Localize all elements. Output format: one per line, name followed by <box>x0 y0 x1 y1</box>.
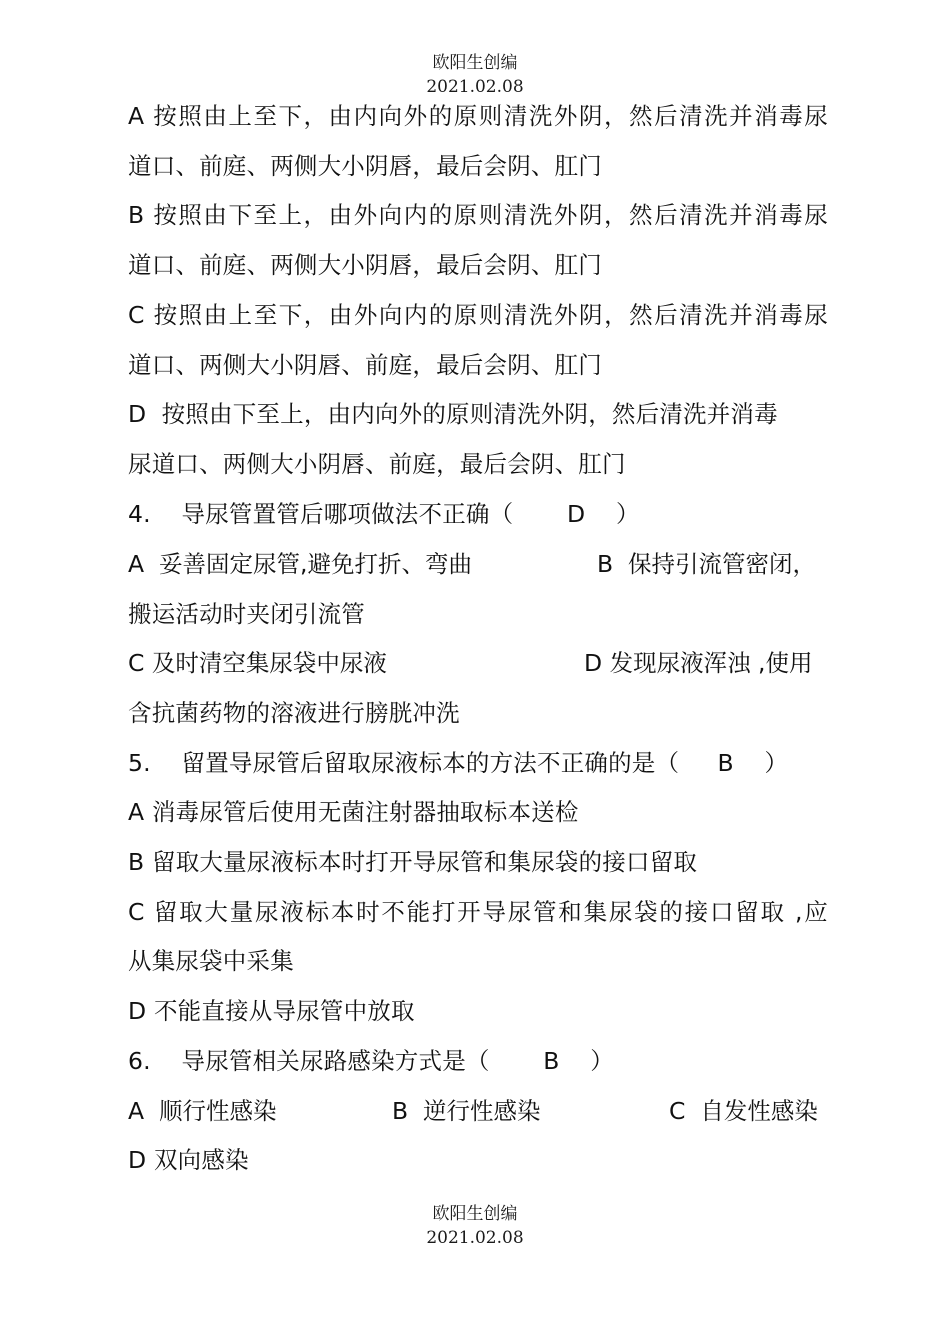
q3-option-b-line2: 道口、前庭、两侧大小阴唇，最后会阴、肛门 <box>128 251 602 279</box>
q3-option-b-line1: B 按照由下至上，由外向内的原则清洗外阴，然后清洗并消毒尿 <box>128 201 828 229</box>
q5-option-c-line2: 从集尿袋中采集 <box>128 947 294 975</box>
q5-option-a: A 消毒尿管后使用无菌注射器抽取标本送检 <box>128 798 579 826</box>
q5-option-c-line1: C 留取大量尿液标本时不能打开导尿管和集尿袋的接口留取 ,应 <box>128 898 828 926</box>
q3-option-d-line1: D 按照由下至上，由内向外的原则清洗外阴，然后清洗并消毒 <box>128 400 778 428</box>
q4-option-d-line1: D 发现尿液浑浊 ,使用 <box>584 649 813 677</box>
q6-option-d: D 双向感染 <box>128 1146 249 1174</box>
q6-option-c: C 自发性感染 <box>669 1097 818 1125</box>
q4-option-a: A 妥善固定尿管,避免打折、弯曲 <box>128 550 472 578</box>
q4-option-d-line2: 含抗菌药物的溶液进行膀胱冲洗 <box>128 699 460 727</box>
q3-option-c-line1: C 按照由上至下，由外向内的原则清洗外阴，然后清洗并消毒尿 <box>128 301 828 329</box>
q3-option-c-line2: 道口、两侧大小阴唇、前庭，最后会阴、肛门 <box>128 351 602 379</box>
header-author: 欧阳生创编 <box>432 53 518 73</box>
q3-option-a-line1: A 按照由上至下，由内向外的原则清洗外阴，然后清洗并消毒尿 <box>128 102 828 130</box>
footer-author: 欧阳生创编 <box>432 1204 518 1224</box>
q3-option-a-line2: 道口、前庭、两侧大小阴唇，最后会阴、肛门 <box>128 152 602 180</box>
q6-option-a: A 顺行性感染 <box>128 1097 277 1125</box>
q4-option-c: C 及时清空集尿袋中尿液 <box>128 649 387 677</box>
q6-option-b: B 逆行性感染 <box>392 1097 541 1125</box>
q5-stem: 5. 留置导尿管后留取尿液标本的方法不正确的是（ B ） <box>128 749 789 777</box>
q3-option-d-line2: 尿道口、两侧大小阴唇、前庭，最后会阴、肛门 <box>128 450 626 478</box>
q4-option-b-line2: 搬运活动时夹闭引流管 <box>128 600 365 628</box>
q4-stem: 4. 导尿管置管后哪项做法不正确（ D ） <box>128 500 640 528</box>
footer-date: 2021.02.08 <box>426 1228 524 1248</box>
q5-option-b: B 留取大量尿液标本时打开导尿管和集尿袋的接口留取 <box>128 848 698 876</box>
q4-option-b-line1: B 保持引流管密闭， <box>597 550 817 578</box>
q6-stem: 6. 导尿管相关尿路感染方式是（ B ） <box>128 1047 614 1075</box>
q5-option-d: D 不能直接从导尿管中放取 <box>128 997 415 1025</box>
header-date: 2021.02.08 <box>426 77 524 97</box>
